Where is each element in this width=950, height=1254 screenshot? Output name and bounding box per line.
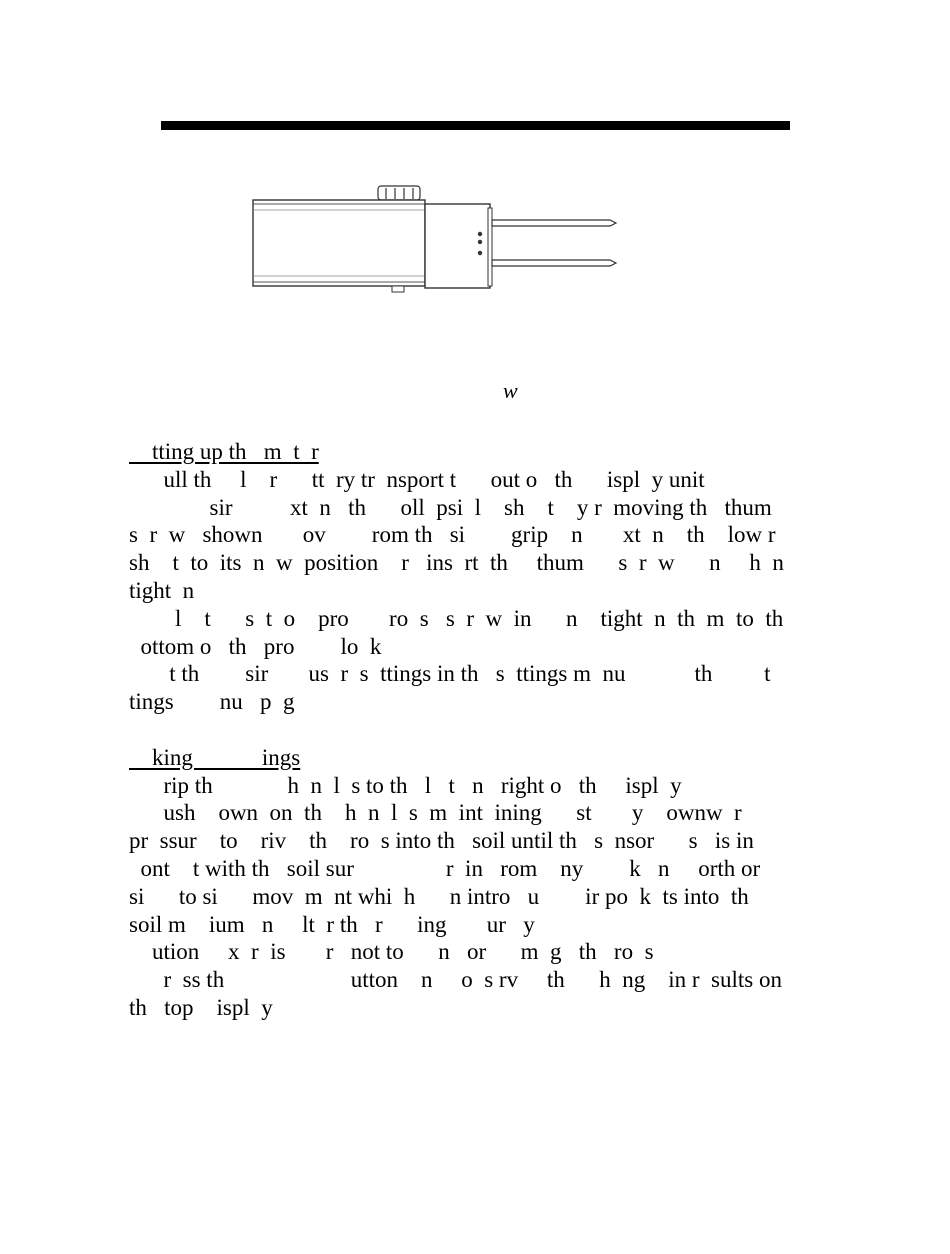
instruction-line: tings nu p g <box>129 689 295 715</box>
instruction-line: l t s t o pro ro s s r w in n tight n th m to th <box>129 605 784 631</box>
instruction-line: ull th l r tt ry tr nsport t out o th ispl y unit <box>129 466 705 492</box>
instruction-line: tight n <box>129 577 195 603</box>
instructions-body <box>129 438 829 1022</box>
section-heading-setting-up: tting up th m t r <box>129 439 319 464</box>
section-heading-taking-readings: king ings <box>129 744 301 770</box>
instruction-line: pr ssur to riv th ro s into th soil until th s nsor s is in <box>129 828 754 854</box>
instruction-line: th top ispl y <box>129 994 273 1020</box>
instruction-line: sir xt n th oll psi l sh t y r moving th thum <box>129 494 772 520</box>
soil-probe-meter-illustration <box>250 182 622 294</box>
instruction-line: r ss th utton n o s rv th h ng in r sults on <box>129 967 782 993</box>
instruction-line: ush own on th h n l s m int ining st y ownw r <box>129 800 742 826</box>
figure-caption: w <box>503 378 518 403</box>
instruction-line: ution x r is r not to n or m g th ro s <box>129 939 654 965</box>
instruction-line: ont t with th soil sur r in rom ny k n orth or <box>129 855 761 881</box>
instruction-line: t th sir us r s ttings in th s ttings m nu th t <box>129 661 771 687</box>
header-rule <box>161 121 790 130</box>
instruction-line: s r w shown ov rom th si grip n xt n th low r <box>129 522 776 548</box>
instruction-line: rip th h n l s to th l t n right o th ispl y <box>129 772 682 798</box>
instruction-line: sh t to its n w position r ins rt th thum s r w n h n <box>129 550 784 576</box>
instruction-line: soil m ium n lt r th r ing ur y <box>129 911 535 937</box>
instruction-line: si to si mov m nt whi h n intro u ir po k ts into th <box>129 883 749 909</box>
instruction-line: ottom o th pro lo k <box>129 633 382 659</box>
